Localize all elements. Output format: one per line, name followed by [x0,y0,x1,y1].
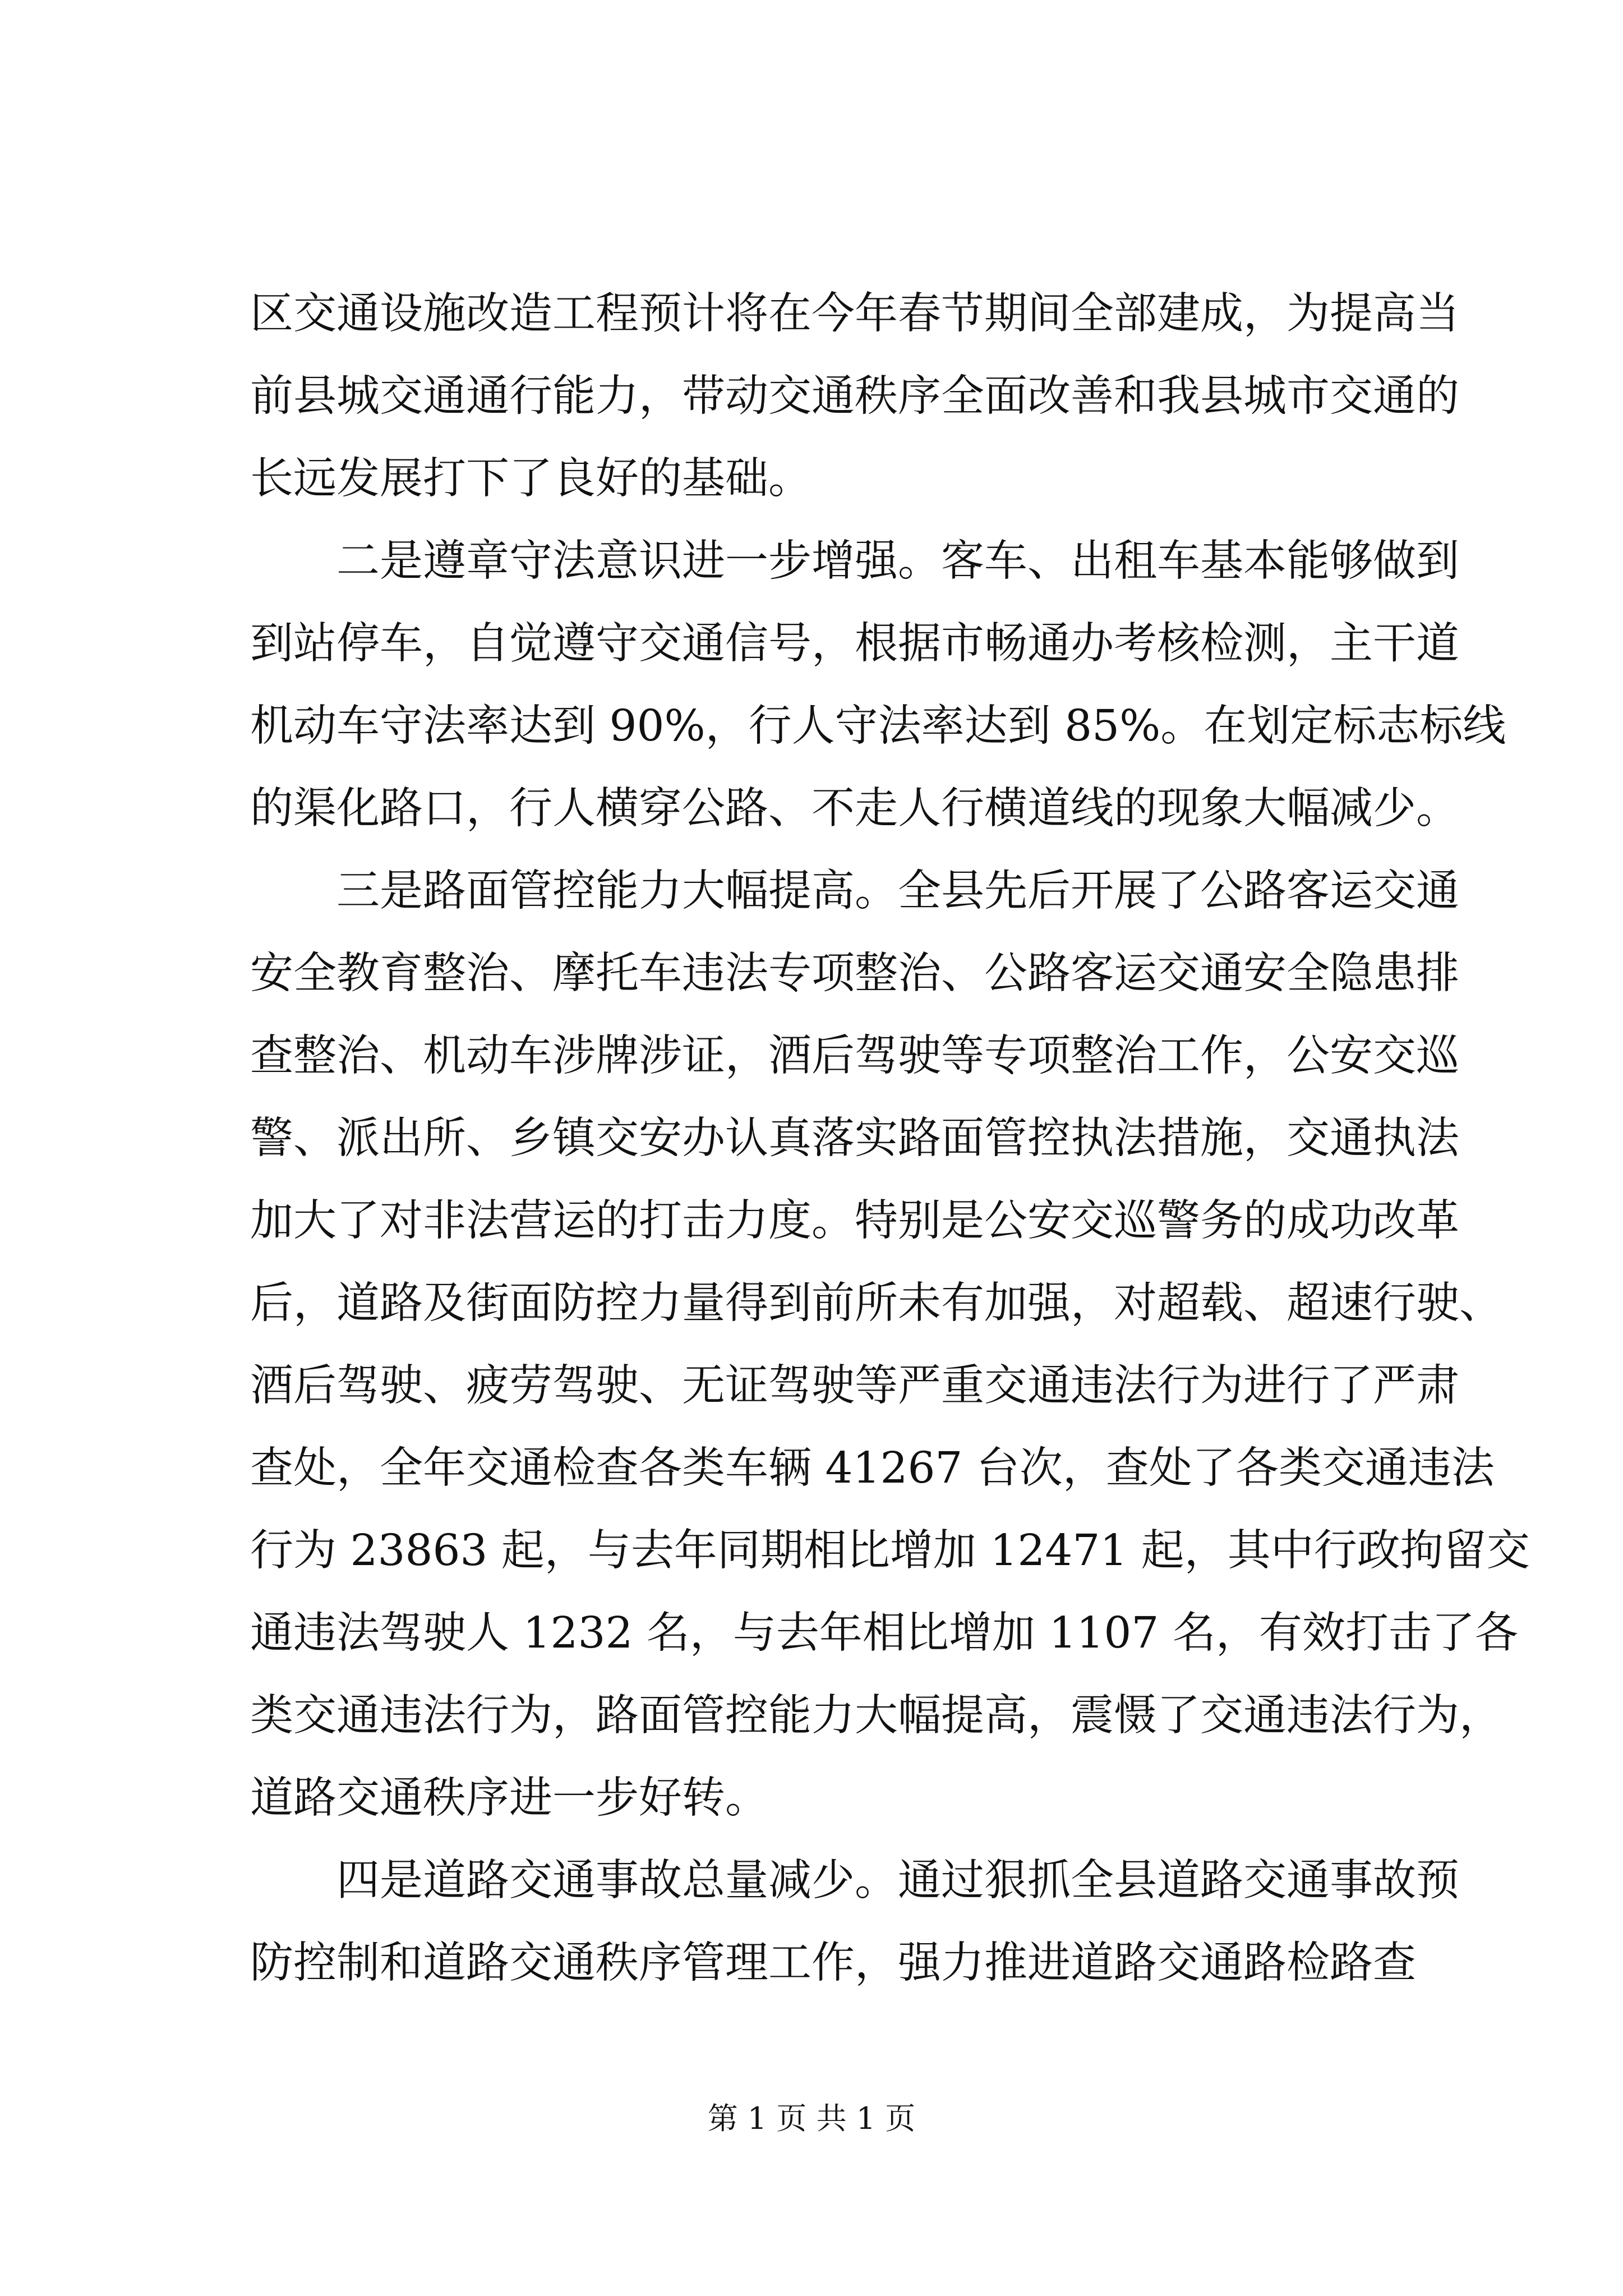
text-line: 通违法驾驶人 1232 名，与去年相比增加 1107 名，有效打击了各 [250,1608,1518,1658]
text-line: 到站停车，自觉遵守交通信号，根据市畅通办考核检测，主干道 [250,619,1459,669]
text-line: 机动车守法率达到 90%，行人守法率达到 85%。在划定标志标线 [250,701,1506,751]
text-line: 长远发展打下了良好的基础。 [250,454,811,504]
text-line: 前县城交通通行能力，带动交通秩序全面改善和我县城市交通的 [250,371,1459,421]
text-line: 加大了对非法营运的打击力度。特别是公安交巡警务的成功改革 [250,1196,1459,1246]
text-line: 的渠化路口，行人横穿公路、不走人行横道线的现象大幅减少。 [250,784,1459,834]
text-line: 区交通设施改造工程预计将在今年春节期间全部建成，为提高当 [250,289,1459,339]
text-line: 行为 23863 起，与去年同期相比增加 12471 起，其中行政拘留交 [250,1526,1530,1576]
paragraph-start-line: 四是道路交通事故总量减少。通过狠抓全县道路交通事故预 [336,1856,1459,1906]
paragraph-start-line: 二是遵章守法意识进一步增强。客车、出租车基本能够做到 [336,536,1459,586]
text-line: 安全教育整治、摩托车违法专项整治、公路客运交通安全隐患排 [250,949,1459,999]
paragraph-start-line: 三是路面管控能力大幅提高。全县先后开展了公路客运交通 [336,866,1459,916]
text-line: 查处，全年交通检查各类车辆 41267 台次，查处了各类交通违法 [250,1443,1495,1493]
text-line: 道路交通秩序进一步好转。 [250,1773,768,1823]
page-footer: 第 1 页 共 1 页 [707,2101,916,2136]
text-line: 查整治、机动车涉牌涉证，酒后驾驶等专项整治工作，公安交巡 [250,1031,1459,1081]
text-line: 类交通违法行为，路面管控能力大幅提高，震慑了交通违法行为， [250,1691,1502,1741]
text-line: 警、派出所、乡镇交安办认真落实路面管控执法措施，交通执法 [250,1114,1459,1163]
text-line: 防控制和道路交通秩序管理工作，强力推进道路交通路检路查 [250,1938,1416,1988]
text-line: 后，道路及街面防控力量得到前所未有加强，对超载、超速行驶、 [250,1278,1502,1328]
text-line: 酒后驾驶、疲劳驾驶、无证驾驶等严重交通违法行为进行了严肃 [250,1361,1459,1411]
